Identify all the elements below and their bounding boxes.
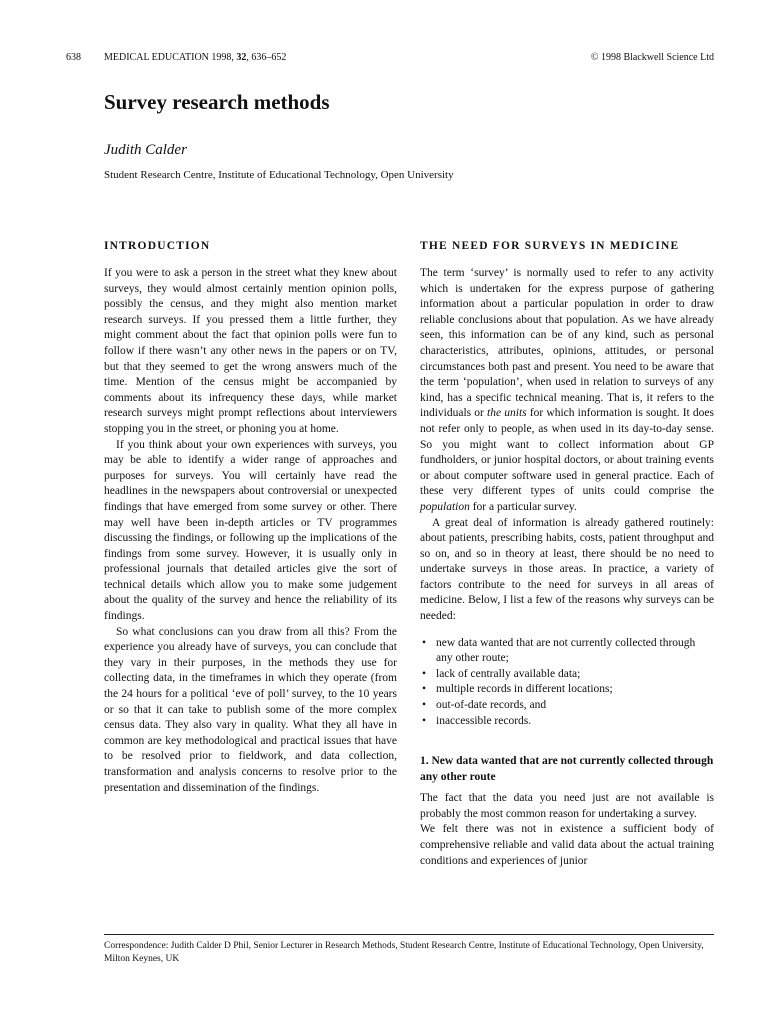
list-item (420, 714, 714, 730)
journal-name: MEDICAL EDUCATION 1998, (104, 52, 234, 63)
bullet-icon: • (422, 636, 427, 649)
footnote-divider (104, 934, 714, 935)
copyright-notice: © 1998 Blackwell Science Ltd (590, 52, 714, 63)
journal-citation (104, 52, 286, 63)
author-affiliation: Student Research Centre, Institute of Educational Technology, Open University (104, 169, 454, 181)
journal-pages: , 636–652 (246, 52, 287, 63)
section-heading-need-for-surveys: THE NEED FOR SURVEYS IN MEDICINE (420, 240, 680, 252)
bullet-icon: • (422, 667, 427, 680)
list-item-text: lack of centrally available data; (436, 667, 581, 680)
list-item-text: out-of-date records, and (436, 699, 547, 712)
subsection-heading: 1. New data wanted that are not currently collected through any other route (420, 755, 714, 784)
article-title: Survey research methods (104, 90, 330, 114)
bullet-icon: • (422, 683, 427, 696)
page-number: 638 (66, 52, 81, 63)
journal-volume: 32 (236, 52, 247, 63)
correspondence-footnote: Correspondence: Judith Calder D Phil, Senior Lecturer in Research Methods, Student Research Centre, Institute of Educational Technology, Open University, Milton Keynes, UK (104, 941, 704, 964)
section-heading-introduction: INTRODUCTION (104, 240, 211, 252)
paragraph: If you were to ask a person in the street what they knew about surveys, they would almost certainly mention opinion polls, possibly the census, and they might also mention market research surveys. If you pressed them a little further, they might comment about the fact that opinion polls were fun to follow if there wasn’t any other news in the papers or on TV, but that they seemed to get the wrong answers much of the time. Mention of the census might be accompanied by comments about its infrequency these days, while market research surveys might prompt reflections about interviewers stopping you in the street, or phoning you at home. (104, 267, 397, 435)
list-item (420, 698, 714, 714)
right-column (420, 238, 714, 869)
paragraph: If you think about your own experiences with surveys, you may be able to identify a wider range of approaches and purposes for surveys. You will certainly have read the headlines in the newspapers about controversial or unexpected findings that have emerged from some survey or other. There may well have been in-depth articles or TV programmes discussing the findings, or following up the implications of the findings from some survey. However, it is usually only in professional journals that detailed articles give the sort of technical details which allow you to make some judgement about the quality of the survey and hence the reliability of its findings. (104, 438, 397, 623)
emphasis: the units (487, 407, 527, 420)
author-name: Judith Calder (104, 142, 187, 158)
running-header (66, 52, 714, 66)
text-run: for which information is sought. It does not refer only to people, as when used in its day-to-day sense. So you might want to collect information about GP fundholders, or junior hospital doctors, or about training events or about computer software used in general practice. Each of these very different types of units could comprise the (420, 407, 714, 498)
text-run: The term ‘survey’ is normally used to refer to any activity which is undertaken for the express purpose of gathering information about a particular population in order to draw reliable conclusions about that population. As we have already seen, this information can be of any kind, such as personal characteristics, attributes, opinions, attitudes, or personal circumstances both past and present. You need to be aware that the term ‘population’, when used in relation to surveys of any kind, has a specific technical meaning. That is, it refers to the individuals or (420, 267, 714, 420)
bullet-icon: • (422, 714, 427, 727)
paragraph: So what conclusions can you draw from all this? From the experience you already have of surveys, you can conclude that they vary in their purposes, in the methods they use for collecting data, in the timeframes in which they operate (from the 24 hours for a political ‘eve of poll’ survey, to the 10 years or so that it can take to publish some of the more complex census data. They also vary in quality. What they all have in common are key methodological and practical issues that have to be resolved prior to fieldwork, and data collection, transformation and analysis concerns to resolve prior to the presentation and dissemination of the findings. (104, 625, 397, 794)
text-run: for a particular survey. (469, 500, 577, 513)
list-item-text: new data wanted that are not currently collected through any other route; (436, 636, 696, 665)
list-item-text: multiple records in different locations; (436, 683, 613, 696)
paragraph: The fact that the data you need just are not available is probably the most common reason for undertaking a survey. (420, 792, 714, 820)
left-column (104, 238, 397, 796)
list-item (420, 682, 714, 698)
list-item (420, 667, 714, 683)
paragraph (420, 266, 714, 516)
list-item (420, 636, 714, 667)
emphasis: population (420, 500, 470, 513)
reasons-list (420, 636, 714, 730)
paragraph: A great deal of information is already gathered routinely: about patients, prescribing habits, costs, patient throughput and so on, and so in theory at least, there should be no need to undertake surveys in those areas. In practice, a variety of factors contribute to the need for surveys in all areas of medicine. Below, I list a few of the reasons why surveys can be needed: (420, 516, 714, 623)
block-quote: We felt there was not in existence a sufficient body of comprehensive reliable and valid data about the actual training conditions and experiences of junior (420, 823, 714, 867)
list-item-text: inaccessible records. (436, 714, 532, 727)
bullet-icon: • (422, 699, 427, 712)
